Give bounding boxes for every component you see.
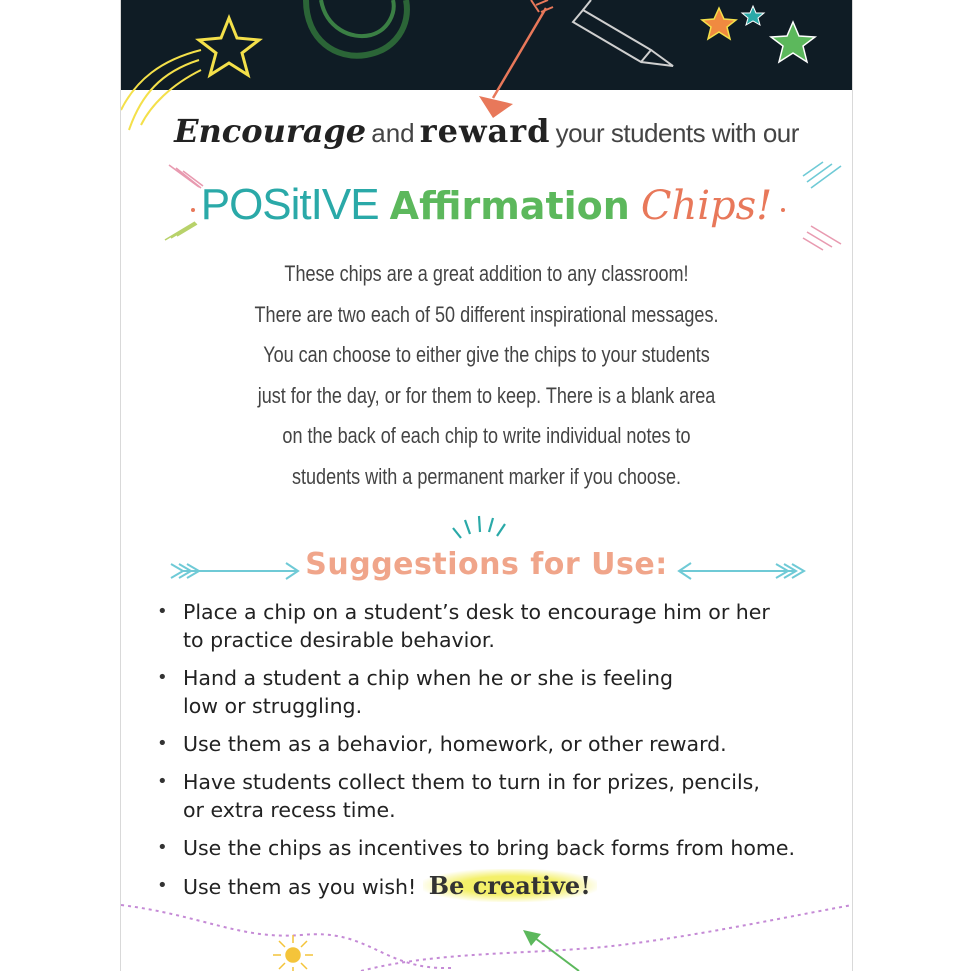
list-item-line: to practice desirable behavior. [183,628,495,652]
list-item [157,664,827,720]
burst-icon [453,516,505,538]
title-affirmation: Affirmation [389,184,630,228]
list-item-line: • Use them as a behavior, homework, or other reward. [183,732,727,756]
swirl-icon [306,0,407,56]
intro-line: You can choose to either give the chips to your students [263,342,710,367]
intro-paragraph [121,254,852,497]
list-item-line: • Place a chip on a student’s desk to encourage him or her [183,600,770,624]
intro-line: There are two each of 50 different inspirational messages. [254,301,719,327]
highlight-be-creative: Be creative! [423,869,597,902]
list-item-line: • Hand a student a chip when he or she is feeling [183,666,674,690]
intro-line: These chips are a great addition to any classroom! [284,261,689,286]
list-item-line: Use them as you wish! [183,875,417,899]
list-item-line: • Have students collect them to turn in for prizes, pencils, [183,770,760,794]
star-icon [702,6,815,62]
intro-line: on the back of each chip to write individual notes to [282,423,691,448]
title-positive: POSitIVE [200,180,379,229]
word-and: and [371,118,415,148]
list-item [157,598,827,654]
list-item [157,872,827,901]
list-item [157,834,827,862]
word-encourage: Encourage [174,112,367,150]
list-item-line: • Use the chips as incentives to bring back forms from home. [183,836,795,860]
sun-icon [273,935,313,971]
list-item-line: or extra recess time. [183,798,396,822]
headline-rest: your students with our [555,118,799,148]
list-item-line: low or struggling. [183,694,363,718]
list-item [157,768,827,824]
title-chips: Chips! [640,183,773,229]
pencil-icon [573,0,673,66]
page-title [121,180,852,230]
intro-headline [121,112,852,150]
list-item [157,730,827,758]
divider-decoration [121,905,852,971]
suggestions-heading: Suggestions for Use: [305,547,668,582]
word-reward: reward [419,112,551,150]
flyer-card [120,0,853,971]
intro-line: students with a permanent marker if you choose. [291,463,682,489]
suggestions-list [157,598,827,901]
arrow-icon [479,0,553,118]
intro-line: just for the day, or for them to keep. There is a blank area [257,382,716,408]
